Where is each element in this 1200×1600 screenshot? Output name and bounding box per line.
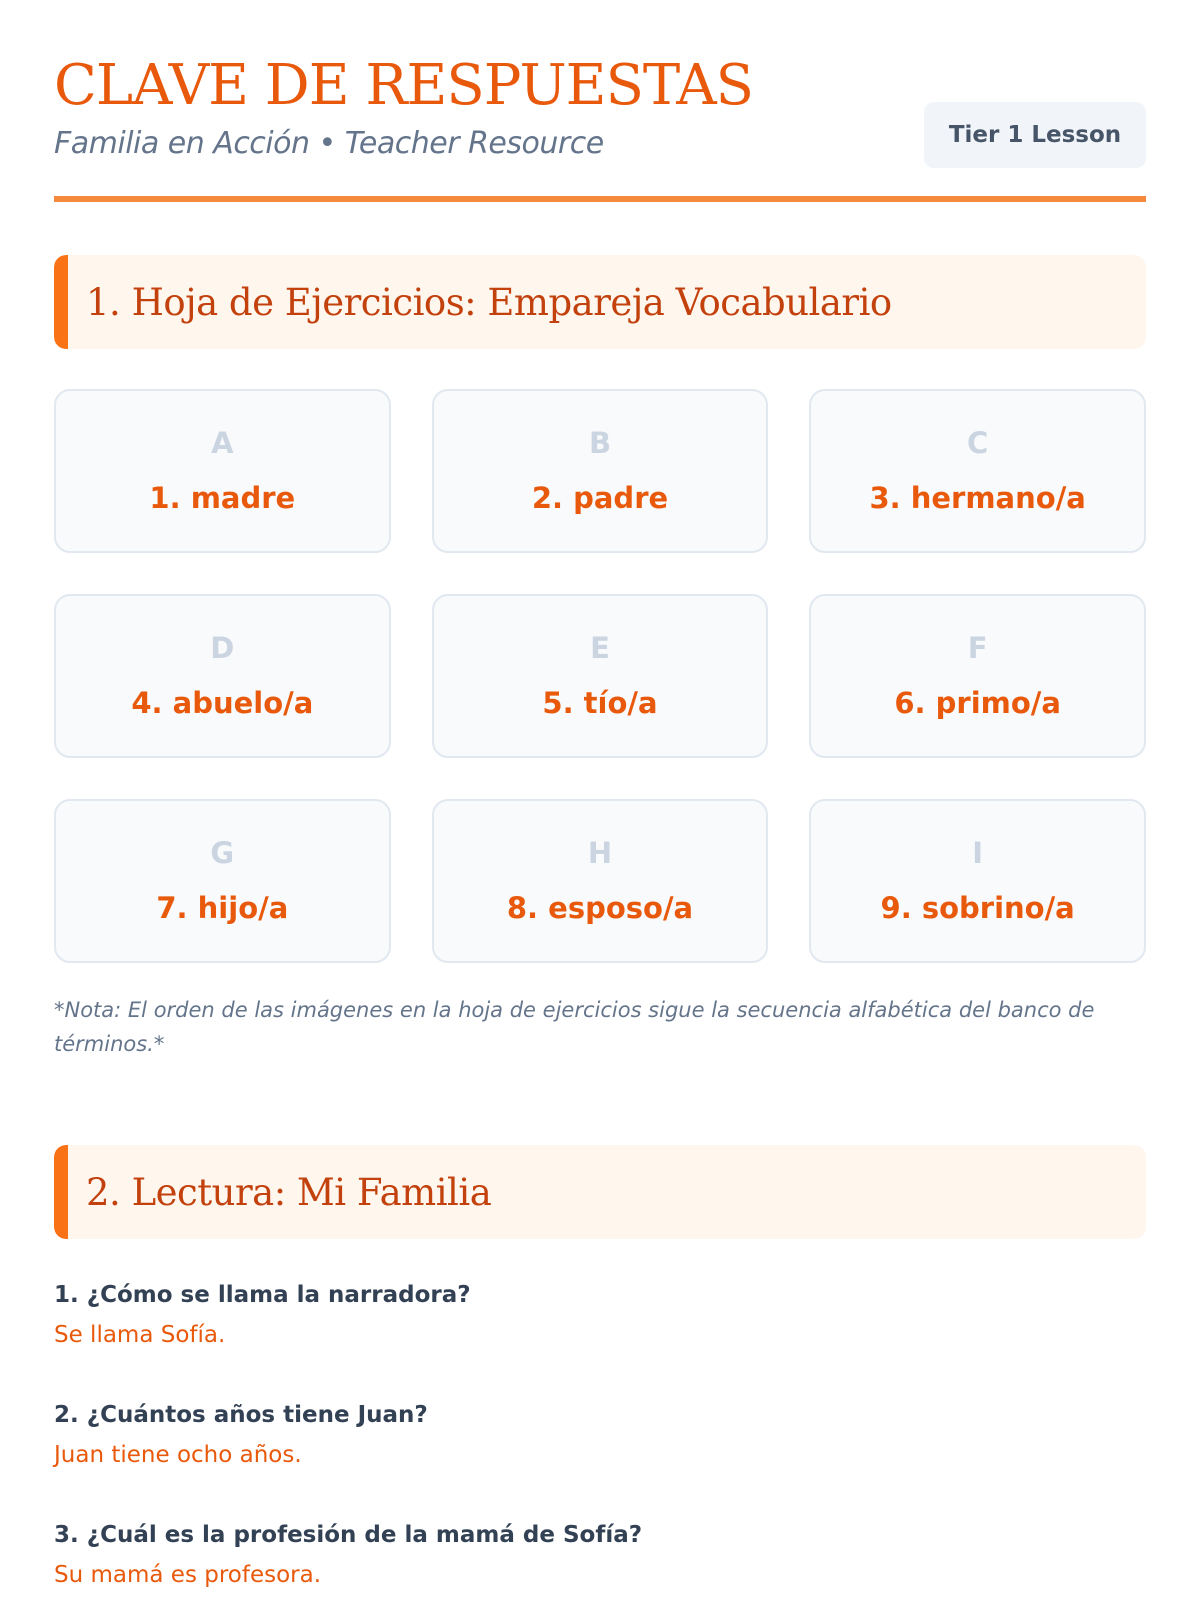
card-word: 2. padre (531, 481, 669, 515)
vocab-card (54, 389, 391, 553)
page-header (54, 0, 1146, 202)
card-word: 6. primo/a (894, 686, 1061, 720)
vocab-card (54, 799, 391, 963)
vocab-card (432, 389, 769, 553)
vocab-card (432, 594, 769, 758)
section-header-vocabulary (54, 255, 1146, 349)
answer: Su mamá es profesora. (54, 1562, 322, 1588)
card-letter: F (967, 631, 988, 665)
card-letter: H (587, 836, 613, 870)
card-word: 1. madre (149, 481, 296, 515)
section-title: 1. Hoja de Ejercicios: Empareja Vocabulario (86, 280, 892, 324)
page-title: CLAVE DE RESPUESTAS (54, 53, 754, 118)
vocab-card (809, 389, 1146, 553)
section-title: 2. Lectura: Mi Familia (86, 1170, 492, 1214)
card-word: 7. hijo/a (156, 891, 289, 925)
page-subtitle: Familia en Acción • Teacher Resource (54, 126, 604, 161)
card-letter: E (590, 631, 610, 665)
vocab-card (809, 594, 1146, 758)
vocab-card (432, 799, 769, 963)
reading-qa-list (54, 1279, 1146, 1591)
card-word: 3. hermano/a (869, 481, 1086, 515)
answer: Juan tiene ocho años. (54, 1442, 302, 1468)
card-letter: C (967, 426, 989, 460)
card-word: 9. sobrino/a (880, 891, 1075, 925)
vocab-card (809, 799, 1146, 963)
vocabulary-card-grid (54, 389, 1146, 963)
tier-badge: Tier 1 Lesson (924, 102, 1146, 168)
qa-item (54, 1399, 1146, 1471)
card-word: 4. abuelo/a (131, 686, 314, 720)
section-header-reading (54, 1145, 1146, 1239)
card-word: 5. tío/a (542, 686, 658, 720)
answer: Se llama Sofía. (54, 1322, 226, 1348)
card-letter: A (211, 426, 234, 460)
question: 3. ¿Cuál es la profesión de la mamá de Sofía? (54, 1522, 643, 1548)
card-word: 8. esposo/a (506, 891, 694, 925)
qa-item (54, 1279, 1146, 1351)
card-letter: G (210, 836, 235, 870)
question: 1. ¿Cómo se llama la narradora? (54, 1282, 471, 1308)
card-letter: D (210, 631, 235, 665)
question: 2. ¿Cuántos años tiene Juan? (54, 1402, 428, 1428)
vocab-card (54, 594, 391, 758)
card-letter: B (588, 426, 612, 460)
qa-item (54, 1519, 1146, 1591)
card-letter: I (972, 836, 984, 870)
vocabulary-note: *Nota: El orden de las imágenes en la hoja de ejercicios sigue la secuencia alfabética del banco de términos.* (54, 998, 1095, 1056)
